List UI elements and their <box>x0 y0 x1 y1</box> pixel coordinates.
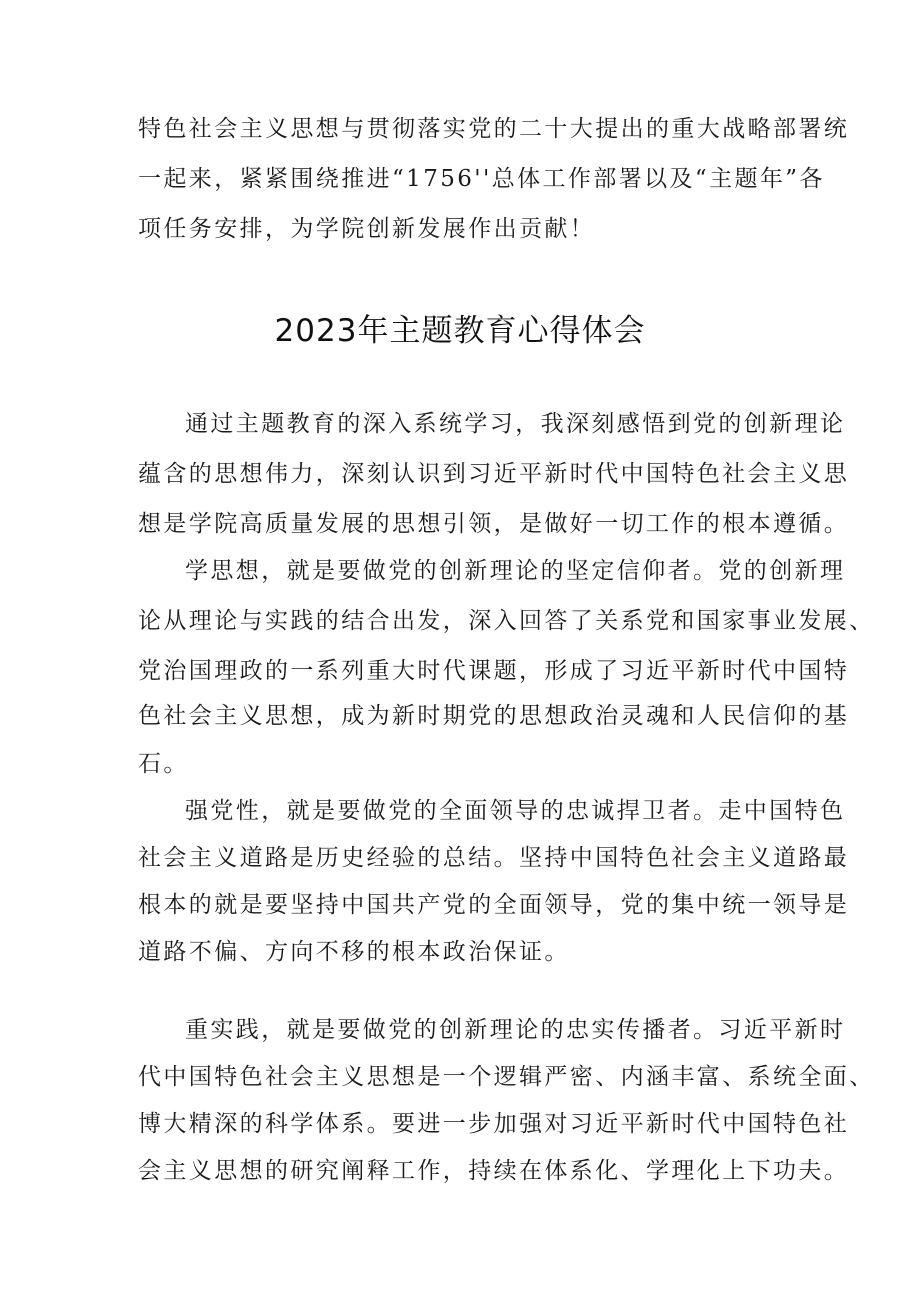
text-line: 项任务安排，为学院创新发展作出贡献！ <box>138 216 596 242</box>
text-line: 博大精深的科学体系。要进一步加强对习近平新时代中国特色社 <box>138 1111 850 1137</box>
text-line: 石。 <box>138 751 189 777</box>
text-line: 社会主义道路是历史经验的总结。坚持中国特色社会主义道路最 <box>138 845 850 871</box>
text-line: 学思想，就是要做党的创新理论的坚定信仰者。党的创新理 <box>185 558 846 584</box>
text-line: 论从理论与实践的结合出发，深入回答了关系党和国家事业发展、 <box>138 608 875 634</box>
text-line: 蕴含的思想伟力，深刻认识到习近平新时代中国特色社会主义思 <box>138 461 850 487</box>
text-line: 党治国理政的一系列重大时代课题，形成了习近平新时代中国特 <box>138 658 850 684</box>
text-line: 色社会主义思想，成为新时期党的思想政治灵魂和人民信仰的基 <box>138 703 850 729</box>
text-line: 根本的就是要坚持中国共产党的全面领导，党的集中统一领导是 <box>138 892 850 918</box>
page-title: 2023年主题教育心得体会 <box>274 313 646 349</box>
text-line: 一起来，紧紧围绕推进“1756''总体工作部署以及“主题年”各 <box>138 166 825 192</box>
text-line: 会主义思想的研究阐释工作，持续在体系化、学理化上下功夫。 <box>138 1158 850 1184</box>
text-line: 代中国特色社会主义思想是一个逻辑严密、内涵丰富、系统全面、 <box>138 1064 875 1090</box>
text-line: 重实践，就是要做党的创新理论的忠实传播者。习近平新时 <box>185 1017 846 1043</box>
text-line: 强党性，就是要做党的全面领导的忠诚捍卫者。走中国特色 <box>185 798 846 824</box>
text-line: 道路不偏、方向不移的根本政治保证。 <box>138 939 570 965</box>
text-line: 想是学院高质量发展的思想引领，是做好一切工作的根本遵循。 <box>138 511 850 537</box>
text-line: 通过主题教育的深入系统学习，我深刻感悟到党的创新理论 <box>185 411 846 437</box>
text-line: 特色社会主义思想与贯彻落实党的二十大提出的重大战略部署统 <box>138 116 850 142</box>
